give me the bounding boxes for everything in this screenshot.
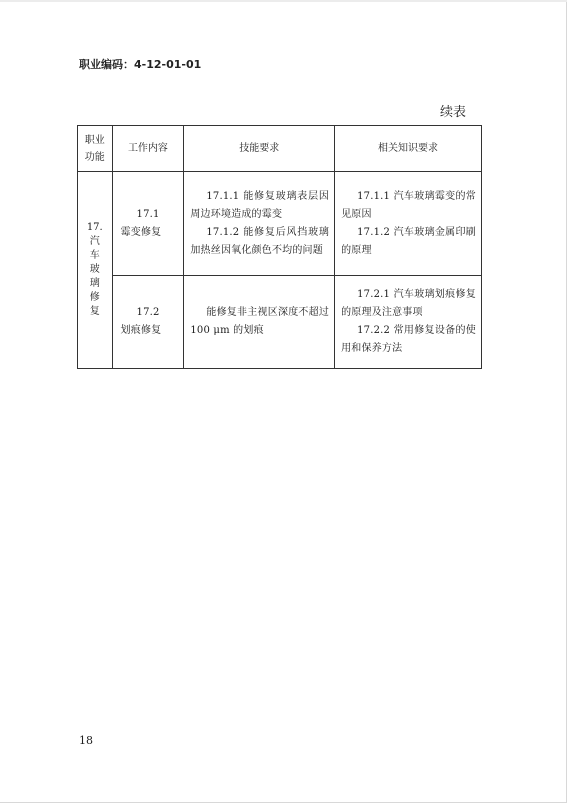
occupation-code: 职业编码：4-12-01-01 [79, 58, 202, 71]
work-content-cell [112, 172, 184, 276]
skill-item: 17.1.1 能修复玻璃表层因周边环境造成的霉变 [190, 190, 330, 220]
header-function-line2: 功能 [84, 151, 105, 163]
table-row [78, 172, 482, 276]
skill-cell [184, 172, 335, 276]
function-label-char: 复 [89, 306, 100, 317]
function-label-char: 17. [86, 222, 103, 233]
header-skill: 技能要求 [184, 126, 335, 172]
knowledge-cell [335, 276, 482, 369]
function-label-char: 璃 [89, 278, 100, 289]
function-label-char: 修 [89, 292, 100, 303]
knowledge-item: 17.2.2 常用修复设备的使用和保养方法 [341, 325, 476, 354]
header-function [78, 126, 113, 172]
table-header-row [78, 126, 482, 172]
knowledge-item: 17.1.1 汽车玻璃霉变的常见原因 [341, 190, 476, 220]
knowledge-cell [335, 172, 482, 276]
header-function-line1: 职业 [84, 134, 105, 146]
knowledge-item: 17.1.2 汽车玻璃金属印刷的原理 [341, 226, 476, 256]
table-continued-label: 续表 [440, 105, 467, 120]
page-top-edge [0, 0, 567, 2]
work-content-text: 17.2 划痕修复 [120, 307, 170, 336]
header-work-content: 工作内容 [112, 126, 184, 172]
function-label-char: 玻 [89, 264, 100, 275]
work-content-text: 17.1 霉变修复 [120, 208, 170, 238]
knowledge-item: 17.2.1 汽车玻璃划痕修复的原理及注意事项 [341, 289, 476, 318]
skill-item: 能修复非主视区深度不超过 100 μm 的划痕 [190, 307, 330, 336]
function-cell [78, 172, 113, 369]
skill-item: 17.1.2 能修复后风挡玻璃加热丝因氧化颜色不均的问题 [190, 226, 330, 256]
requirements-table [77, 125, 482, 369]
header-knowledge: 相关知识要求 [335, 126, 482, 172]
function-label-char: 汽 [89, 236, 100, 247]
function-label-char: 车 [89, 250, 100, 261]
page-number: 18 [79, 734, 93, 747]
skill-cell [184, 276, 335, 369]
table-row [78, 276, 482, 369]
work-content-cell [112, 276, 184, 369]
